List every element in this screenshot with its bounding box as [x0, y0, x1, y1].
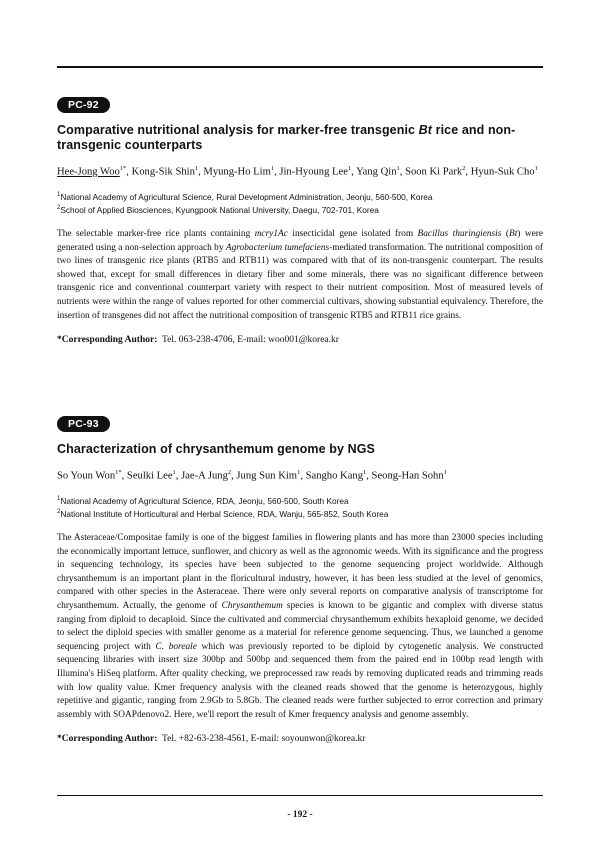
author-name: Jin-Hyoung Lee	[279, 166, 348, 178]
author-name: Soon Ki Park	[405, 166, 463, 178]
abstract-block-pc93	[57, 414, 543, 744]
author-name: Kong-Sik Shin	[131, 166, 195, 178]
abstract-code-badge: PC-92	[57, 97, 110, 113]
abstract-text: ) were generated using a non-selection approach by	[57, 229, 544, 253]
author-name: So Youn Won	[57, 470, 116, 482]
italic-term: Agrobacterium tumefaciens	[225, 242, 330, 253]
author-name: Yang Qin	[356, 166, 397, 178]
abstract-text: -mediated transformation. The nutritional composition of two lines of transgenic rice plants (RTB5 and RTB11) was compared with that of its non-transgenic counterpart. The results showed that, except for small differences in dietary fiber and some minerals, there was no significant difference between transgenic rice and conventional counterpart variety with respect to their nutrient composition. Most of measured levels of nutrients were within the range of values reported for other commercial cultivars, showing substantial equivalency. Therefore, the insertion of transgenes did not affect the nutritional composition of transgenic RTB5 and RTB11 rice grains.	[57, 242, 543, 321]
affiliation-list	[57, 493, 543, 521]
italic-term: Bt	[508, 229, 518, 240]
author-name: Seulki Lee	[126, 470, 173, 482]
page-number: - 192 -	[287, 810, 313, 820]
abstract-text: insecticidal gene isolated from	[287, 229, 418, 240]
abstract-block-pc92	[57, 95, 543, 345]
author-name: Jae-A Jung	[181, 470, 228, 482]
author-list: So Youn Won$^{1*}$, Seulki Lee$^1$, Jae-A Jung$^2$, Jung Sun Kim$^1$, Sangho Kang$^1$, Seong-Han Sohn$^1$	[57, 469, 447, 482]
affiliation-list	[57, 189, 543, 217]
abstract-text: The Asteraceae/Compositae family is one of the biggest families in flowering plants and has more than 23000 species including the economically important lettuce, sunflower, and chicory as well as the agronomic weeds. With its significance and the progress in sequencing technology, its species have been subjected to the genome sequencing project worldwide. Although chrysanthemum is an important plant in the floricultural industry, however, it has been less studied at the level of genomics, compared with other species in the Asteraceae. There were only several reports on comparative analysis of transcriptome for chrysanthemum. Actually, the genome of	[57, 533, 543, 612]
affiliation: $^1$National Academy of Agricultural Science, Rural Development Administration, Jeonju, 560-500, Korea	[57, 191, 433, 202]
abstract-text: which was previously reported to be diploid by cytogenetic analysis. We constructed sequencing libraries with insert size 300bp and 500bp and sequenced them from the paired end in 100bp read length with Illumina's HiSeq platform. After quality checking, we preprocessed raw reads by removing duplicated reads and trimming reads with low quality value. Kmer frequency analysis with the cleaned reads showed that the genome is heterozygous, highly repetitive and gigantic, ranging from 2.9Gb to 5.8Gb. The cleaned reads were further subjected to error correction and primary assembly with SOAPdenovo2. Here, we'll report the result of Kmer frequency analysis and genome assembly.	[57, 641, 543, 720]
abstract-body	[57, 228, 543, 323]
abstract-text: (	[501, 229, 509, 240]
author-name: Hyun-Suk Cho	[470, 166, 535, 178]
abstract-title: Characterization of chrysanthemum genome by NGS	[57, 442, 375, 456]
author-name: Hee-Jong Woo	[57, 166, 120, 178]
affiliation: $^2$National Institute of Horticultural and Herbal Science, RDA, Wanju, 565-852, South Korea	[57, 509, 389, 520]
corresponding-author: *Corresponding Author: Tel. 063-238-4706, E-mail: woo001@korea.kr	[57, 335, 339, 346]
top-rule	[57, 66, 543, 68]
abstract-code-badge: PC-93	[57, 416, 110, 432]
abstract-text: The selectable marker-free rice plants containing	[57, 229, 255, 240]
abstract-body	[57, 532, 543, 722]
author-list: Hee-Jong Woo$^{1*}$, Kong-Sik Shin$^1$, Myung-Ho Lim$^1$, Jin-Hyoung Lee$^1$, Yang Qin$^1$, Soon Ki Park$^2$, Hyun-Suk Cho$^1$	[57, 165, 538, 178]
italic-term: Chrysanthemum	[221, 601, 283, 612]
abstract-text: species is known to be gigantic and complex with diverse status ranging from diploid to decaploid. Since the cultivated and commercial chrysanthemum exhibits hexaploid genome, we decided to select the diploid species with smaller genome as a material for reference genome sequencing. Thus, we launched a genome sequencing project with	[57, 601, 544, 652]
affiliation: $^1$National Academy of Agricultural Science, RDA, Jeonju, 560-500, South Korea	[57, 495, 349, 506]
italic-term: Bacillus thuringiensis	[417, 229, 502, 240]
author-name: Sangho Kang	[305, 470, 363, 482]
author-name: Myung-Ho Lim	[203, 166, 271, 178]
author-name: Seong-Han Sohn	[371, 470, 444, 482]
author-name: Jung Sun Kim	[236, 470, 298, 482]
bottom-rule	[57, 795, 543, 796]
corresponding-author: *Corresponding Author: Tel. +82-63-238-4561, E-mail: soyounwon@korea.kr	[57, 734, 366, 745]
abstract-title: Comparative nutritional analysis for marker-free transgenic Bt rice and non-transgenic counterparts	[57, 123, 516, 152]
affiliation: $^2$School of Applied Biosciences, Kyungpook National University, Daegu, 702-701, Korea	[57, 205, 379, 216]
italic-term: mcry1Ac	[254, 229, 288, 240]
italic-term: C. boreale	[155, 641, 197, 652]
